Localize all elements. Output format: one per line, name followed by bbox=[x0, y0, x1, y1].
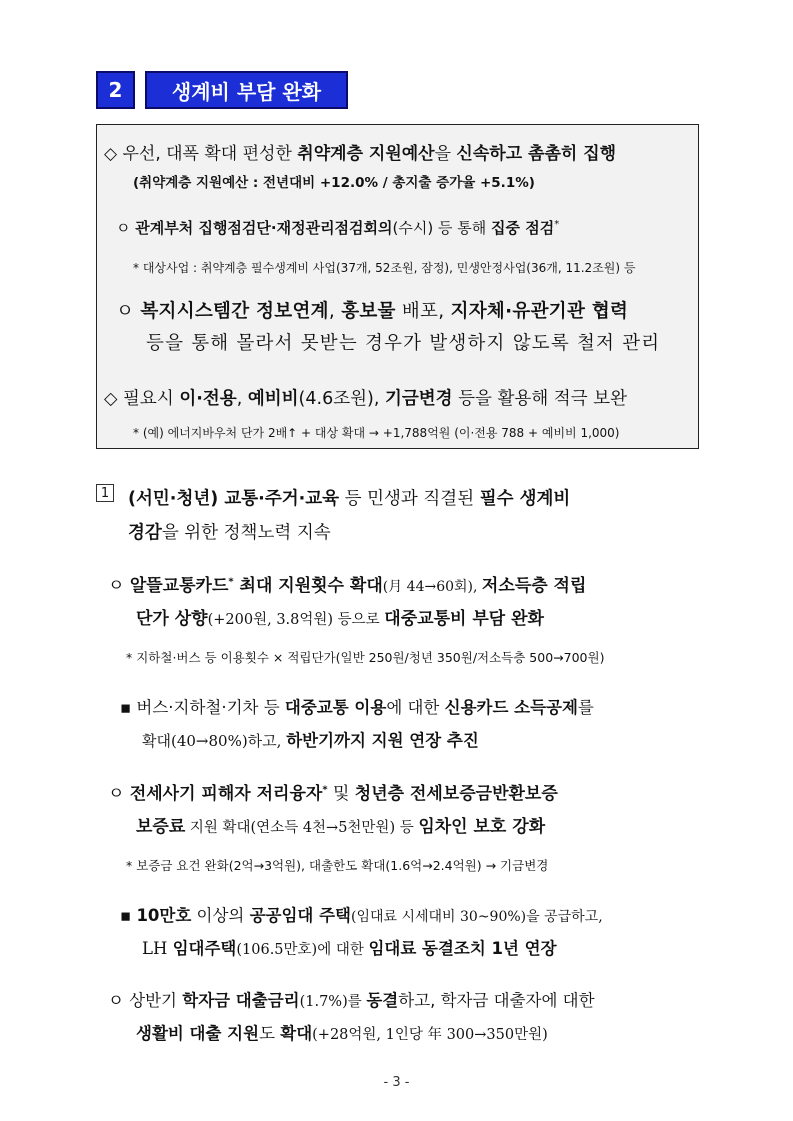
bullet-public-rental: ▪ 10만호 이상의 공공임대 주택(임대료 시세대비 30~90%)을 공급하고, bbox=[120, 906, 603, 925]
bullet-transit-card: ㅇ 알뜰교통카드* 최대 지원횟수 확대(月 44→60회), 저소득층 적립 bbox=[108, 576, 587, 596]
item-1-heading-cont: 경감을 위한 정책노력 지속 bbox=[128, 523, 331, 543]
bullet-transit-card-cont: 단가 상향(+200원, 3.8억원) 등으로 대중교통비 부담 완화 bbox=[136, 609, 544, 629]
summary-para-2: ㅇ 관계부처 집행점검단·재정관리점검회의(수시) 등 통해 집중 점검* bbox=[116, 219, 560, 237]
bullet-transit-card-note: * 지하철·버스 등 이용횟수 × 적립단가(일반 250원/청년 350원/저소득층 500→700원) bbox=[126, 650, 605, 665]
bullet-jeonse-note: * 보증금 요건 완화(2억→3억원), 대출한도 확대(1.6억→2.4억원) → 기금변경 bbox=[126, 858, 549, 873]
bullet-jeonse: ㅇ 전세사기 피해자 저리융자* 및 청년층 전세보증금반환보증 bbox=[108, 784, 558, 804]
summary-para-3-cont: 등을 통해 몰라서 못받는 경우가 발생하지 않도록 철저 관리 bbox=[146, 333, 661, 354]
item-number-box: 1 bbox=[96, 484, 114, 502]
section-number: 2 bbox=[96, 71, 135, 109]
bullet-jeonse-cont: 보증료 지원 확대(연소득 4천→5천만원) 등 임차인 보호 강화 bbox=[136, 817, 546, 837]
section-title: 생계비 부담 완화 bbox=[145, 71, 348, 109]
summary-para-4: ◇ 필요시 이·전용, 예비비(4.6조원), 기금변경 등을 활용해 적극 보완 bbox=[104, 389, 627, 409]
summary-para-4-note: * (예) 에너지바우처 단가 2배↑ + 대상 확대 → +1,788억원 (이·전용 788 + 예비비 1,000) bbox=[133, 426, 620, 440]
summary-para-1: ◇ 우선, 대폭 확대 편성한 취약계층 지원예산을 신속하고 촘촘히 집행 bbox=[104, 144, 617, 164]
bullet-public-rental-cont: LH 임대주택(106.5만호)에 대한 임대료 동결조치 1년 연장 bbox=[142, 939, 557, 958]
page-number: - 3 - bbox=[383, 1075, 410, 1090]
summary-para-2-note: * 대상사업 : 취약계층 필수생계비 사업(37개, 52조원, 잠정), 민생안정사업(36개, 11.2조원) 등 bbox=[133, 261, 636, 275]
summary-para-1-detail: (취약계층 지원예산 : 전년대비 +12.0% / 총지출 증가율 +5.1%) bbox=[133, 175, 535, 191]
bullet-card-deduction: ▪ 버스·지하철·기차 등 대중교통 이용에 대한 신용카드 소득공제를 bbox=[120, 698, 594, 717]
bullet-student-loan: ㅇ 상반기 학자금 대출금리(1.7%)를 동결하고, 학자금 대출자에 대한 bbox=[108, 991, 595, 1010]
bullet-card-deduction-cont: 확대(40→80%)하고, 하반기까지 지원 연장 추진 bbox=[142, 731, 479, 750]
bullet-student-loan-cont: 생활비 대출 지원도 확대(+28억원, 1인당 年 300→350만원) bbox=[136, 1024, 548, 1043]
summary-para-3: ㅇ 복지시스템간 정보연계, 홍보물 배포, 지자체·유관기관 협력 bbox=[116, 301, 629, 322]
item-1-heading: (서민·청년) 교통·주거·교육 등 민생과 직결된 필수 생계비 bbox=[128, 489, 571, 509]
